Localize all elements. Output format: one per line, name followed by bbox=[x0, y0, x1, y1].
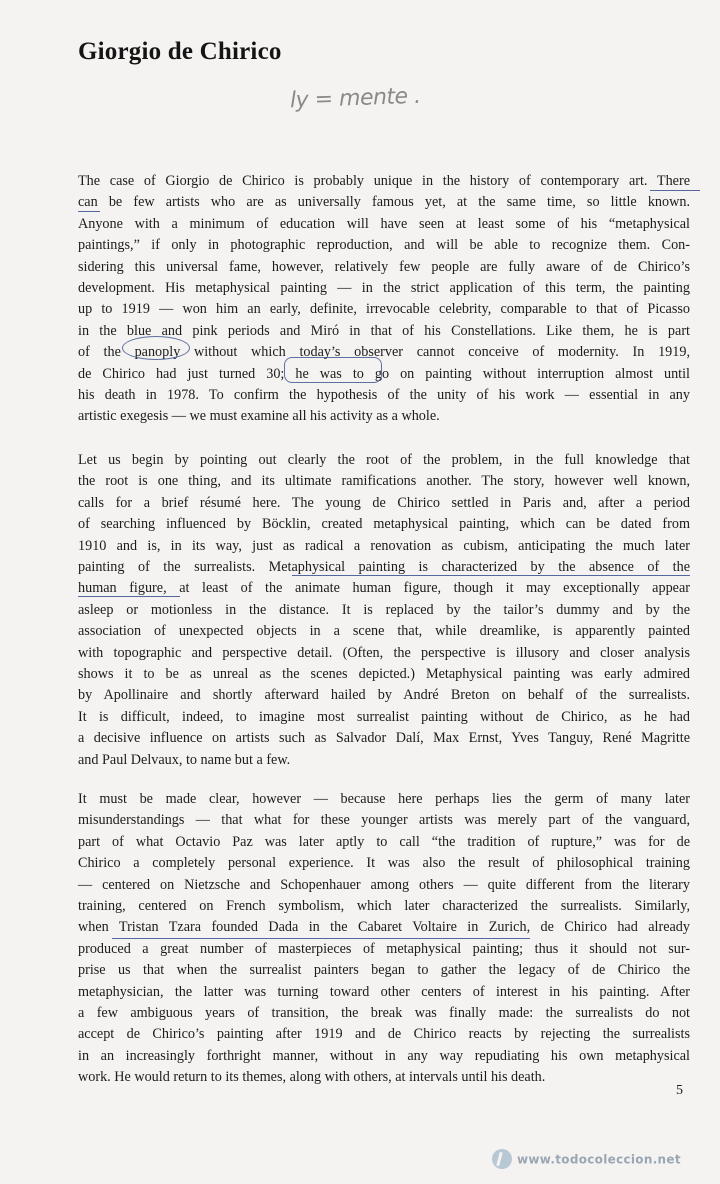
pen-underline bbox=[112, 938, 530, 939]
pen-circle bbox=[284, 357, 382, 383]
text-line: a few ambiguous years of transition, the break was finally made: the surrealists do not bbox=[78, 1005, 690, 1022]
pen-underline bbox=[650, 190, 700, 191]
text-line: de Chirico had just turned 30; he was to go on painting without interruption almost until bbox=[78, 365, 690, 382]
text-line: shows it to be as unreal as the scenes depicted.) Metaphysical painting was early admired bbox=[78, 666, 690, 683]
text-line: It is difficult, indeed, to imagine most surrealist painting without de Chirico, as he had bbox=[78, 708, 690, 725]
paragraph-2 bbox=[78, 450, 690, 771]
text-line: — centered on Nietzsche and Schopenhauer among others — quite different from the literary bbox=[78, 876, 690, 893]
watermark bbox=[492, 1150, 681, 1170]
text-line: produced a great number of masterpieces of metaphysical painting; thus it should not sur- bbox=[78, 940, 690, 957]
text-line: his death in 1978. To confirm the hypothesis of the unity of his work — essential in any bbox=[78, 387, 690, 404]
text-line: metaphysician, the latter was turning toward other centers of interest in his painting. After bbox=[78, 983, 690, 1000]
todocoleccion-logo-icon bbox=[492, 1149, 512, 1169]
text-line: development. His metaphysical painting — in the strict application of this term, the painting bbox=[78, 280, 690, 297]
text-line: of the panoply without which today’s observer cannot conceive of modernity. In 1919, bbox=[78, 344, 690, 361]
text-line: misunderstandings — that what for these younger artists was merely part of the vanguard, bbox=[78, 812, 690, 829]
text-line: the root is one thing, and its ultimate ramifications another. The story, however well known, bbox=[78, 473, 690, 490]
text-line: part of what Octavio Paz was later aptly to call “the tradition of rupture,” was for de bbox=[78, 833, 690, 850]
text-line: up to 1919 — won him an early, definite, irrevocable celebrity, comparable to that of Picasso bbox=[78, 301, 690, 318]
handwritten-note: ly = mente . bbox=[289, 83, 422, 114]
text-line: of searching influenced by Böcklin, created metaphysical painting, which can be dated from bbox=[78, 516, 690, 533]
text-line: It must be made clear, however — because here perhaps lies the germ of many later bbox=[78, 791, 690, 807]
text-line: calls for a brief résumé here. The young de Chirico settled in Paris and, after a period bbox=[78, 494, 690, 511]
text-line: can be few artists who are as universally famous yet, at the same time, so little known. bbox=[78, 194, 690, 211]
text-line: painting of the surrealists. Metaphysical painting is characterized by the absence of the bbox=[78, 559, 690, 576]
text-line: by Apollinaire and shortly afterward hailed by André Breton on behalf of the surrealists. bbox=[78, 687, 690, 704]
text-line: Chirico a completely personal experience. It was also the result of philosophical training bbox=[78, 855, 690, 872]
text-line: human figure, at least of the animate human figure, though it may exceptionally appear bbox=[78, 580, 690, 597]
text-line: work. He would return to its themes, along with others, at intervals until his death. bbox=[78, 1069, 546, 1086]
pen-underline bbox=[78, 596, 180, 597]
text-line: sidering this universal fame, however, relatively few people are fully aware of de Chirico’s bbox=[78, 258, 690, 275]
text-line: paintings,” if only in photographic reproduction, and will be able to recognize them. Con- bbox=[78, 237, 690, 254]
text-line: Anyone with a minimum of education will have seen at least some of his “metaphysical bbox=[78, 215, 690, 232]
text-line: 1910 and is, in its way, just as radical a renovation as cubism, anticipating the much later bbox=[78, 537, 690, 554]
text-line: training, centered on French symbolism, which later characterized the surrealists. Similarly, bbox=[78, 898, 690, 915]
text-line: association of unexpected objects in a scene that, while dreamlike, is apparently painted bbox=[78, 623, 690, 640]
text-line: with topographic and perspective detail. (Often, the perspective is illusory and closer analysis bbox=[78, 644, 690, 661]
text-line: prise us that when the surrealist painters began to gather the legacy of de Chirico the bbox=[78, 962, 690, 979]
text-line: when Tristan Tzara founded Dada in the Cabaret Voltaire in Zurich, de Chirico had already bbox=[78, 919, 690, 936]
text-line: and Paul Delvaux, to name but a few. bbox=[78, 751, 291, 768]
text-line: artistic exegesis — we must examine all his activity as a whole. bbox=[78, 408, 440, 425]
pen-underline bbox=[292, 575, 690, 576]
text-line: a decisive influence on artists such as Salvador Dalí, Max Ernst, Yves Tanguy, René Magritte bbox=[78, 730, 690, 747]
pen-circle bbox=[122, 336, 190, 360]
watermark-text: www.todocoleccion.net bbox=[517, 1152, 681, 1167]
text-line: The case of Giorgio de Chirico is probably unique in the history of contemporary art. There bbox=[78, 173, 690, 189]
text-line: Let us begin by pointing out clearly the root of the problem, in the full knowledge that bbox=[78, 452, 690, 468]
text-line: asleep or motionless in the distance. It is replaced by the tailor’s dummy and by the bbox=[78, 601, 690, 618]
page-title: Giorgio de Chirico bbox=[78, 38, 282, 65]
text-line: accept de Chirico’s painting after 1919 and de Chirico reacts by rejecting the surrealists bbox=[78, 1026, 690, 1043]
page-number: 5 bbox=[676, 1083, 683, 1098]
paragraph-1 bbox=[78, 171, 690, 428]
text-line: in an increasingly forthright manner, without in any way repudiating his own metaphysical bbox=[78, 1047, 690, 1064]
pen-underline bbox=[78, 211, 100, 212]
text-line: in the blue and pink periods and Miró in that of his Constellations. Like them, he is part bbox=[78, 322, 690, 339]
